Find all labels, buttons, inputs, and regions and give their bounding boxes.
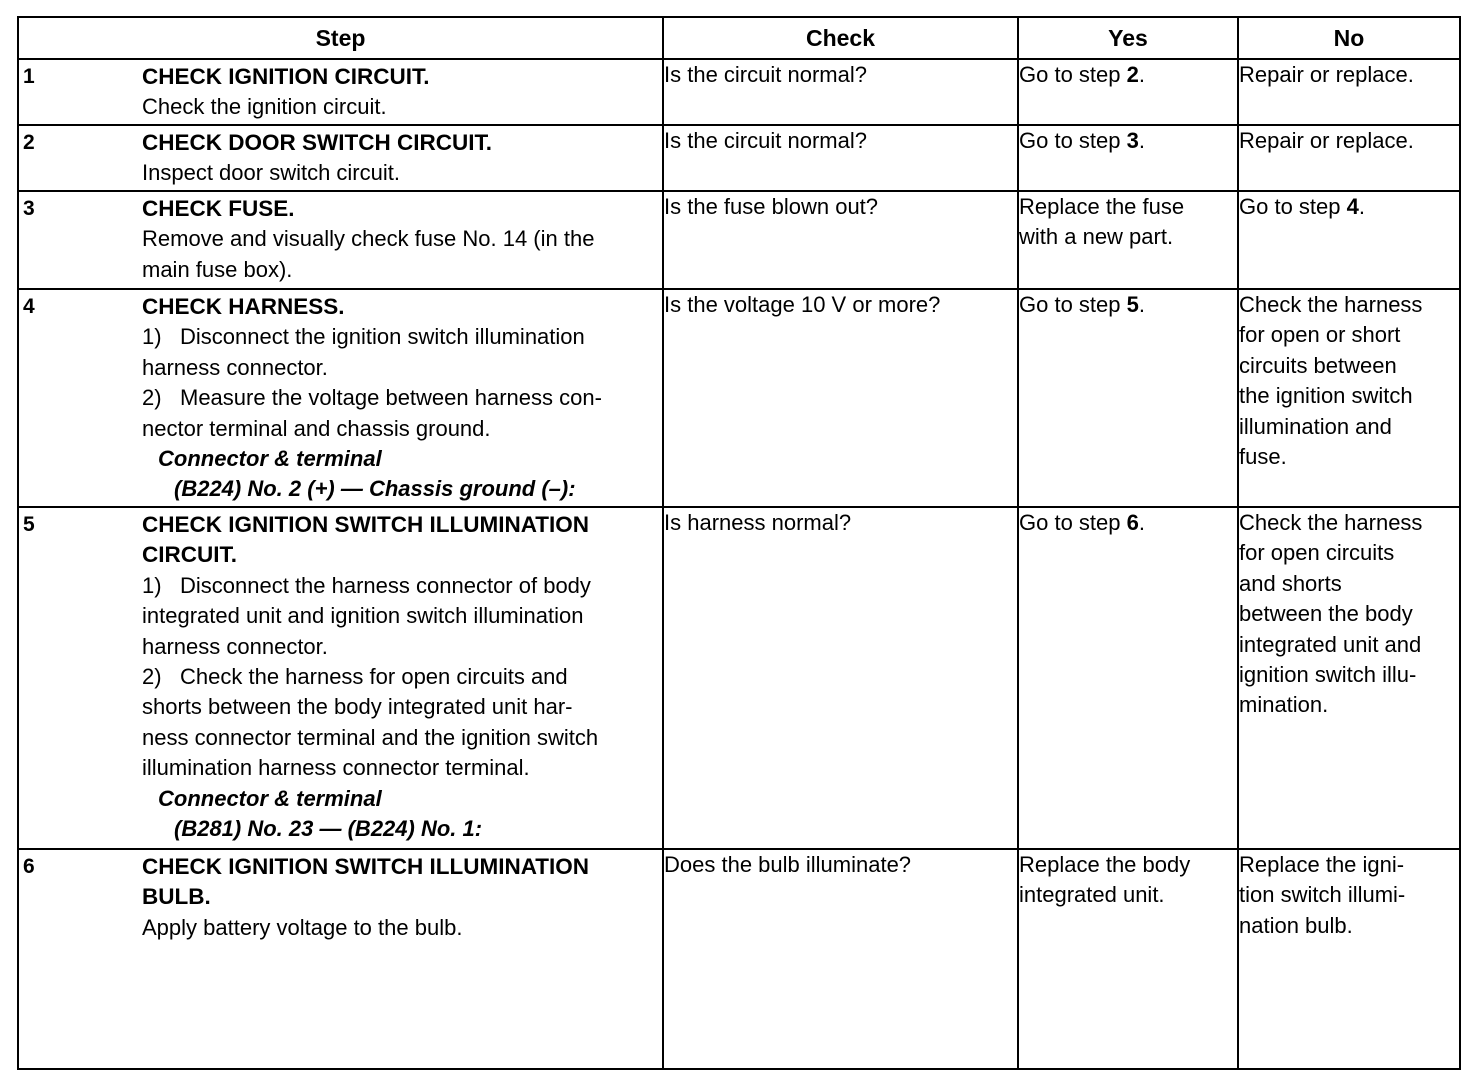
yes-text: Replace the fuse (1019, 194, 1185, 219)
yes-text: Go to step (1019, 62, 1127, 87)
step-text: Inspect door switch circuit. (142, 160, 400, 186)
header-yes: Yes (1018, 17, 1238, 59)
substep-number: 1) (142, 324, 162, 350)
no-text: Check the harness (1239, 292, 1423, 317)
table-row (18, 191, 1460, 289)
check-cell: Is the circuit normal? (663, 125, 1018, 191)
substep (142, 383, 658, 413)
step-cell (18, 289, 663, 507)
yes-suffix: . (1138, 510, 1145, 535)
no-cell (1238, 507, 1460, 849)
step-title: CHECK DOOR SWITCH CIRCUIT. (142, 130, 492, 155)
step-title: BULB. (142, 884, 211, 910)
step-text: Apply battery voltage to the bulb. (142, 914, 463, 940)
step-title: CHECK IGNITION CIRCUIT. (142, 64, 430, 89)
substep-text: ness connector terminal and the ignition switch (142, 724, 599, 750)
substep-number: 2) (142, 664, 162, 690)
connector-value: (B281) No. 23 — (B224) No. 1: (174, 816, 483, 842)
step-title: CHECK HARNESS. (142, 294, 345, 319)
yes-step-number: 2 (1126, 62, 1139, 87)
no-text: ignition switch illu- (1239, 662, 1417, 688)
substep-text: Disconnect the harness connector of body (180, 572, 591, 598)
substep (142, 662, 658, 692)
no-text: illumination and (1239, 413, 1392, 439)
connector-label: Connector & terminal (158, 785, 382, 811)
substep-text: illumination harness connector terminal. (142, 755, 530, 781)
substep-text: harness connector. (142, 354, 328, 380)
substep-text: Check the harness for open circuits and (180, 664, 568, 690)
check-cell: Is the circuit normal? (663, 59, 1018, 125)
substep (142, 322, 658, 352)
substep-text: shorts between the body integrated unit har- (142, 694, 573, 720)
substep-text: integrated unit and ignition switch illumination (142, 603, 584, 629)
check-cell: Is the voltage 10 V or more? (663, 289, 1018, 507)
step-title: CHECK IGNITION SWITCH ILLUMINATION (142, 512, 590, 537)
yes-cell (1018, 59, 1238, 125)
diagnostic-table (17, 16, 1461, 1070)
step-number: 6 (23, 855, 35, 878)
step-cell (18, 849, 663, 1069)
table-row (18, 849, 1460, 1069)
no-cell: Repair or replace. (1238, 125, 1460, 191)
no-text: mination. (1239, 692, 1329, 718)
substep-text: nector terminal and chassis ground. (142, 415, 491, 441)
step-number: 3 (23, 197, 35, 220)
no-text: and shorts (1239, 570, 1342, 596)
step-text: Check the ignition circuit. (142, 94, 387, 120)
substep-text: harness connector. (142, 633, 328, 659)
table-row (18, 125, 1460, 191)
yes-suffix: . (1138, 292, 1145, 317)
no-text: between the body (1239, 601, 1413, 627)
check-cell: Is harness normal? (663, 507, 1018, 849)
yes-text: Go to step (1019, 128, 1127, 153)
no-step-number: 4 (1346, 194, 1359, 219)
no-text: nation bulb. (1239, 912, 1353, 938)
yes-step-number: 3 (1126, 128, 1139, 153)
no-text: for open circuits (1239, 540, 1395, 566)
substep-number: 1) (142, 572, 162, 598)
no-cell (1238, 849, 1460, 1069)
substep (142, 571, 658, 601)
no-text: tion switch illumi- (1239, 882, 1406, 908)
table-row (18, 59, 1460, 125)
step-number: 1 (23, 65, 35, 88)
yes-suffix: . (1138, 128, 1145, 153)
header-row (18, 17, 1460, 59)
substep-text: Measure the voltage between harness con- (180, 385, 602, 411)
no-text: Replace the igni- (1239, 852, 1405, 877)
check-cell: Does the bulb illuminate? (663, 849, 1018, 1069)
no-cell: Repair or replace. (1238, 59, 1460, 125)
yes-text: Replace the body (1019, 852, 1191, 877)
no-cell (1238, 191, 1460, 289)
step-cell (18, 59, 663, 125)
header-check: Check (663, 17, 1018, 59)
connector-label: Connector & terminal (158, 446, 382, 472)
substep-number: 2) (142, 385, 162, 411)
step-cell (18, 507, 663, 849)
header-no: No (1238, 17, 1460, 59)
connector-value: (B224) No. 2 (+) — Chassis ground (–): (174, 476, 576, 502)
no-text: circuits between (1239, 352, 1397, 378)
table-row (18, 289, 1460, 507)
no-text: for open or short (1239, 322, 1401, 348)
yes-cell (1018, 507, 1238, 849)
step-title: CHECK FUSE. (142, 196, 295, 221)
yes-cell (1018, 289, 1238, 507)
yes-text: Go to step (1019, 292, 1127, 317)
substep-text: Disconnect the ignition switch illumination (180, 324, 585, 350)
yes-cell (1018, 849, 1238, 1069)
check-cell: Is the fuse blown out? (663, 191, 1018, 289)
step-number: 2 (23, 131, 35, 154)
yes-text: with a new part. (1019, 224, 1174, 250)
yes-suffix: . (1138, 62, 1145, 87)
yes-text: integrated unit. (1019, 882, 1165, 908)
step-number: 4 (23, 295, 35, 318)
no-suffix: . (1358, 194, 1365, 219)
step-text: Remove and visually check fuse No. 14 (in the (142, 226, 595, 252)
step-title: CIRCUIT. (142, 542, 237, 568)
no-text: fuse. (1239, 444, 1287, 470)
no-text: the ignition switch (1239, 383, 1413, 409)
no-text: Go to step (1239, 194, 1347, 219)
no-cell (1238, 289, 1460, 507)
no-text: Check the harness (1239, 510, 1423, 535)
yes-step-number: 6 (1126, 510, 1139, 535)
table-row (18, 507, 1460, 849)
step-cell (18, 191, 663, 289)
no-text: integrated unit and (1239, 631, 1422, 657)
header-step: Step (18, 17, 663, 59)
yes-cell (1018, 125, 1238, 191)
yes-step-number: 5 (1126, 292, 1139, 317)
step-title: CHECK IGNITION SWITCH ILLUMINATION (142, 854, 590, 879)
step-cell (18, 125, 663, 191)
yes-text: Go to step (1019, 510, 1127, 535)
yes-cell (1018, 191, 1238, 289)
step-number: 5 (23, 513, 35, 536)
step-text: main fuse box). (142, 256, 293, 282)
